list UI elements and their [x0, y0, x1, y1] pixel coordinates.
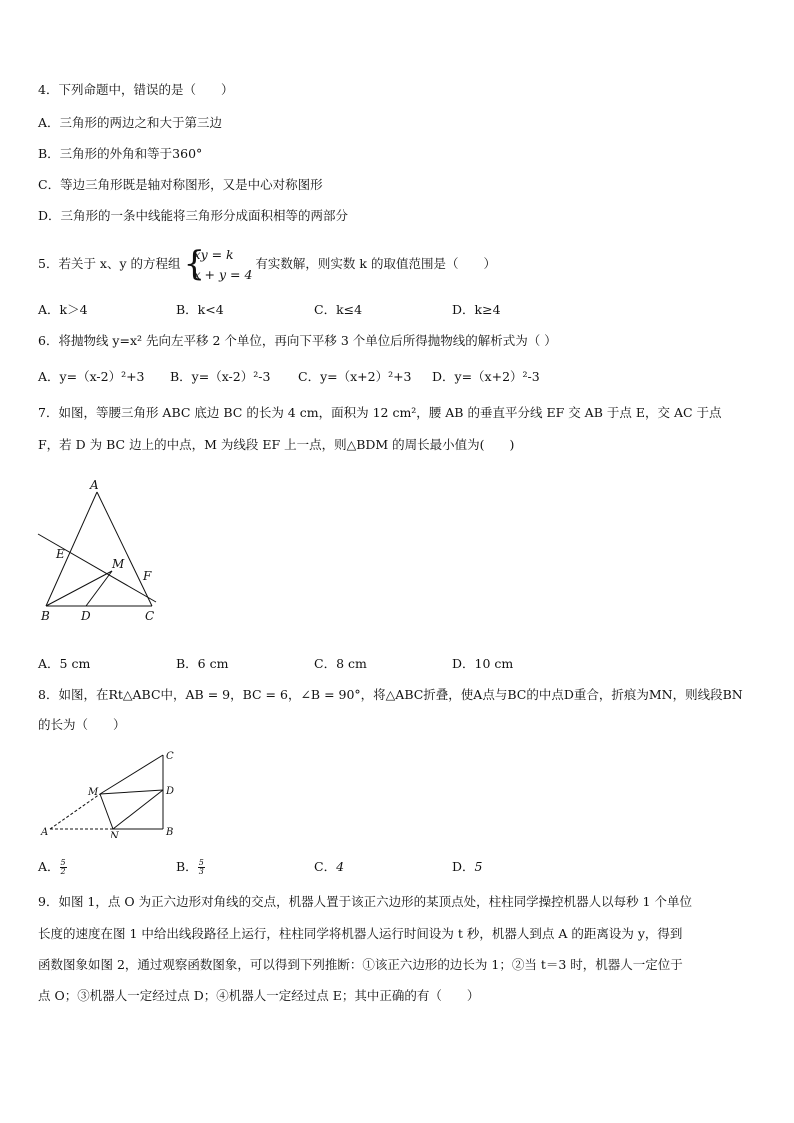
q8-option-d-letter: D． — [452, 859, 475, 874]
q7-stem-line2: F，若 D 为 BC 边上的中点，M 为线段 EF 上一点，则△BDM 的周长最小值为( ) — [38, 437, 515, 452]
q8-option-d — [452, 858, 482, 876]
q8-option-b-numerator: 5 — [198, 858, 204, 867]
q8-option-a — [38, 858, 67, 876]
q5-stem — [38, 244, 496, 285]
q5-option-a: A．k＞4 — [38, 302, 88, 317]
q7-option-c: C．8 cm — [314, 656, 367, 671]
q8-option-c-letter: C． — [314, 859, 337, 874]
q7-label-a: A — [90, 478, 99, 492]
q4-option-a: A．三角形的两边之和大于第三边 — [38, 115, 223, 130]
q4-option-c: C．等边三角形既是轴对称图形，又是中心对称图形 — [38, 177, 323, 192]
q7-option-a: A．5 cm — [38, 656, 91, 671]
q7-label-f: F — [143, 569, 152, 583]
q7-figure — [36, 478, 166, 628]
q8-option-a-letter: A． — [38, 859, 60, 874]
q8-option-a-denominator: 2 — [60, 867, 66, 876]
q7-option-b: B．6 cm — [176, 656, 229, 671]
q8-stem-line2: 的长为（ ） — [38, 717, 126, 732]
q7-segment-bm — [46, 571, 112, 606]
q8-option-b-fraction — [198, 859, 205, 876]
q7-stem-line1: 7．如图，等腰三角形 ABC 底边 BC 的长为 4 cm，面积为 12 cm²，腰 AB 的垂直平分线 EF 交 AB 于点 E，交 AC 于点 — [38, 405, 722, 420]
q5-option-d: D．k≥4 — [452, 302, 501, 317]
q8-figure — [38, 746, 183, 838]
q4-option-b: B．三角形的外角和等于360° — [38, 146, 203, 161]
q7-option-d: D．10 cm — [452, 656, 514, 671]
q9-line4: 点 O；③机器人一定经过点 D；④机器人一定经过点 E；其中正确的有（ ） — [38, 988, 480, 1003]
left-brace-icon: { — [183, 243, 206, 284]
q7-label-m: M — [112, 557, 125, 571]
q5-option-b: B．k<4 — [176, 302, 224, 317]
q7-label-c: C — [145, 609, 155, 623]
q8-stem-line1: 8．如图，在Rt△ABC中，AB = 9，BC = 6，∠B = 90°，将△ABC折叠，使A点与BC的中点D重合，折痕为MN，则线段BN — [38, 687, 743, 702]
q7-label-d: D — [81, 609, 91, 623]
q7-segment-dm — [86, 571, 112, 606]
q7-label-b: B — [41, 609, 50, 623]
q7-segment-ac — [97, 492, 152, 606]
q4-option-d: D．三角形的一条中线能将三角形分成面积相等的两部分 — [38, 208, 349, 223]
q6-option-a: A．y=（x-2）²+3 — [38, 369, 145, 384]
q8-segment-mc — [100, 755, 163, 794]
q9-line1: 9．如图 1，点 O 为正六边形对角线的交点，机器人置于该正六边形的某顶点处，柱柱同学操控机器人以每秒 1 个单位 — [38, 894, 692, 909]
q5-eq2: x + y = 4 — [193, 266, 253, 282]
q5-stem-before: 5．若关于 x、y 的方程组 — [38, 256, 181, 271]
q8-segment-md — [100, 790, 163, 794]
q9-line2: 长度的速度在图 1 中给出线段路径上运行，柱柱同学将机器人运行时间设为 t 秒，机器人到点 A 的距离设为 y，得到 — [38, 926, 683, 941]
q8-option-a-fraction — [60, 859, 67, 876]
q8-segment-am-dashed — [50, 794, 100, 829]
q4-stem: 4．下列命题中，错误的是（ ） — [38, 82, 234, 97]
q6-option-d: D．y=（x+2）²-3 — [432, 369, 540, 384]
q8-label-d: D — [166, 786, 175, 797]
q8-option-c — [314, 858, 344, 876]
q8-option-d-value: 5 — [474, 859, 483, 874]
q5-equation-system — [184, 245, 253, 285]
q8-label-a: A — [41, 827, 49, 838]
q7-label-e: E — [56, 547, 65, 561]
q8-option-b — [176, 858, 205, 876]
q6-option-b: B．y=（x-2）²-3 — [170, 369, 271, 384]
q7-segment-ab — [46, 492, 97, 606]
q6-stem: 6．将抛物线 y=x² 先向左平移 2 个单位，再向下平移 3 个单位后所得抛物线的解析式为（ ） — [38, 333, 557, 348]
q5-option-c: C．k≤4 — [314, 302, 363, 317]
q8-option-c-value: 4 — [336, 859, 345, 874]
q9-line3: 函数图象如图 2，通过观察函数图象，可以得到下列推断：①该正六边形的边长为 1；②当 t＝3 时，机器人一定位于 — [38, 957, 683, 972]
q8-option-a-numerator: 5 — [60, 858, 66, 867]
q8-option-b-letter: B． — [176, 859, 198, 874]
q6-option-c: C．y=（x+2）²+3 — [298, 369, 412, 384]
q8-segment-mn — [100, 794, 113, 829]
q8-option-b-denominator: 3 — [198, 867, 204, 876]
q8-label-n: N — [110, 831, 119, 838]
q5-eq1: xy = k — [193, 246, 234, 262]
q8-label-m: M — [88, 787, 99, 798]
q8-label-c: C — [166, 751, 174, 762]
q8-segment-nd — [113, 790, 163, 829]
q8-label-b: B — [166, 827, 174, 838]
q5-stem-after: 有实数解，则实数 k 的取值范围是（ ） — [255, 256, 496, 271]
